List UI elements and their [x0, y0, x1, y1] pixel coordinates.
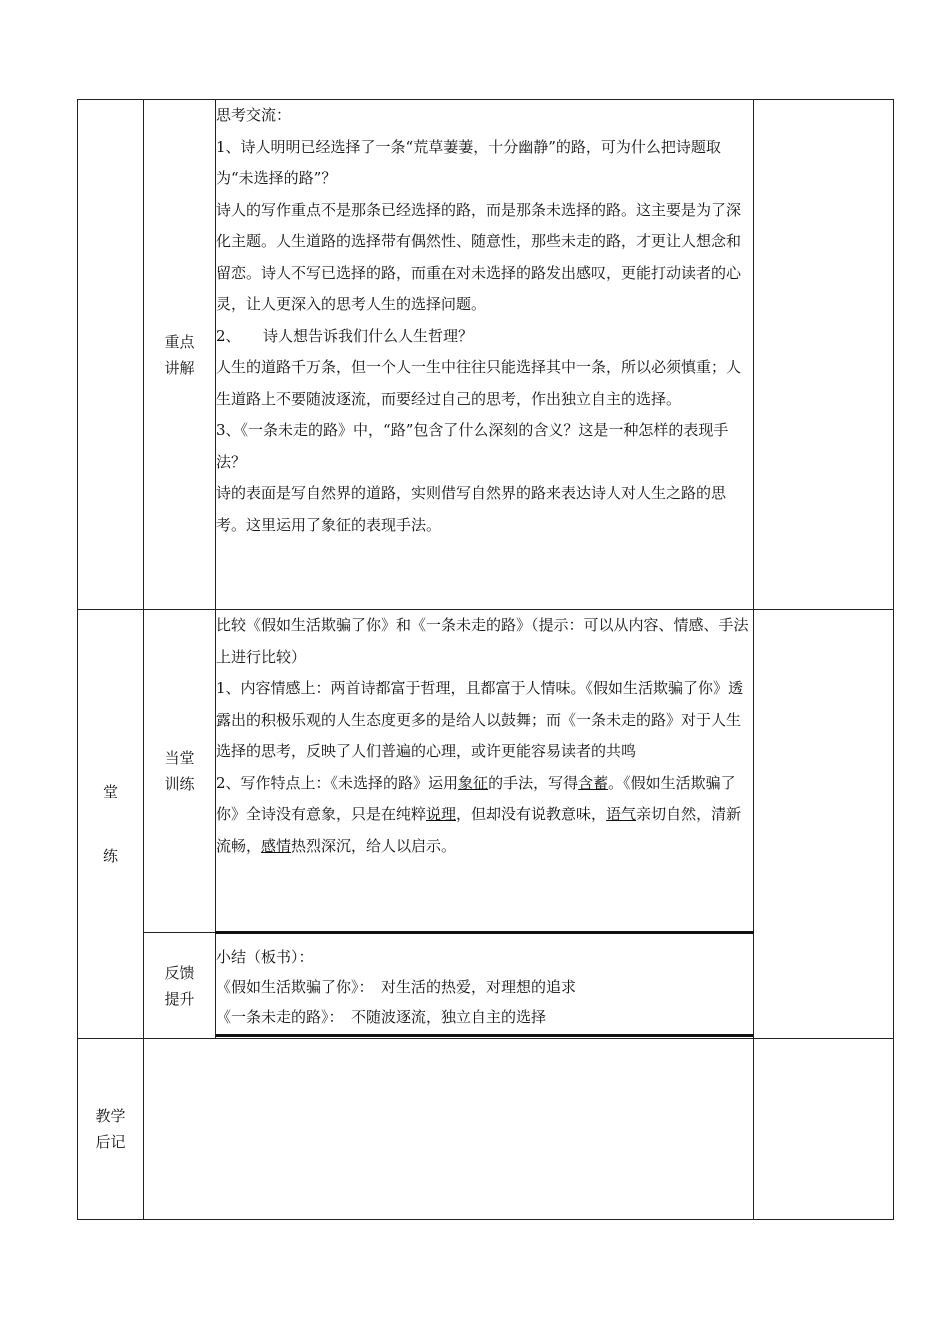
training-point-1: 1、内容情感上：两首诗都富于哲理，且都富于人情味。《假如生活欺骗了你》透露出的积极乐观的人生态度更多的是给人以鼓舞；而《一条未走的路》对于人生选择的思考，反映了人们普遍的心理，或许更能容易读者的共鸣	[216, 679, 744, 760]
summary-line-2: 《一条未走的路》： 不随波逐流，独立自主的选择	[216, 1008, 547, 1026]
feedback-content	[216, 933, 754, 1039]
summary-box	[216, 942, 753, 1037]
training-point-2: 2、写作特点上：《未选择的路》运用象征的手法，写得含蓄。《假如生活欺骗了你》全诗没有意象，只是在纯粹说理，但却没有说教意味，语气亲切自然，清新流畅，感情热烈深沉，给人以启示。	[216, 773, 742, 855]
summary-title: 小结（板书）：	[216, 948, 314, 966]
label-feedback: 反馈 提升	[144, 933, 216, 1039]
focus-content	[216, 100, 754, 610]
focus-heading: 思考交流：	[216, 106, 292, 124]
answer-1: 诗人的写作重点不是那条已经选择的路，而是那条未选择的路。这主要是为了深化主题。人生道路的选择带有偶然性、随意性，那些未走的路，才更让人想念和留恋。诗人不写已选择的路，而重在对未选择的路发出感叹，更能打动读者的心灵，让人更深入的思考人生的选择问题。	[216, 200, 742, 313]
right-cell-empty	[754, 100, 894, 610]
question-1: 1、诗人明明已经选择了一条“荒草萋萋，十分幽静”的路，可为什么把诗题取为“未选择的路”？	[216, 137, 721, 187]
answer-2: 人生的道路千万条，但一个人一生中往往只能选择其中一条，所以必须慎重；人生道路上不要随波逐流，而要经过自己的思考，作出独立自主的选择。	[216, 358, 742, 408]
summary-line-1: 《假如生活欺骗了你》： 对生活的热爱，对理想的追求	[216, 978, 577, 996]
question-2: 2、 诗人想告诉我们什么人生哲理？	[216, 326, 474, 345]
training-intro: 比较《假如生活欺骗了你》和《一条未走的路》（提示：可以从内容、情感、手法上进行比较）	[216, 616, 749, 666]
right-cell-empty	[754, 1039, 894, 1220]
afterword-content	[144, 1039, 754, 1220]
row-focus	[78, 100, 894, 610]
training-content	[216, 610, 754, 933]
row-afterword	[78, 1039, 894, 1220]
right-cell-empty	[754, 610, 894, 1039]
question-3: 3、《一条未走的路》中，“路”包含了什么深刻的含义？这是一种怎样的表现手法？	[216, 421, 729, 471]
label-teaching-notes: 教学 后记	[78, 1039, 144, 1220]
label-class-practice: 堂 练	[78, 610, 144, 1039]
lesson-plan-table	[77, 99, 894, 1220]
left-cell-empty	[78, 100, 144, 610]
label-focus-explain: 重点 讲解	[144, 100, 216, 610]
row-training	[78, 610, 894, 933]
label-class-training: 当堂 训练	[144, 610, 216, 933]
answer-3: 诗的表面是写自然界的道路，实则借写自然界的路来表达诗人对人生之路的思考。这里运用了象征的表现手法。	[216, 484, 727, 534]
